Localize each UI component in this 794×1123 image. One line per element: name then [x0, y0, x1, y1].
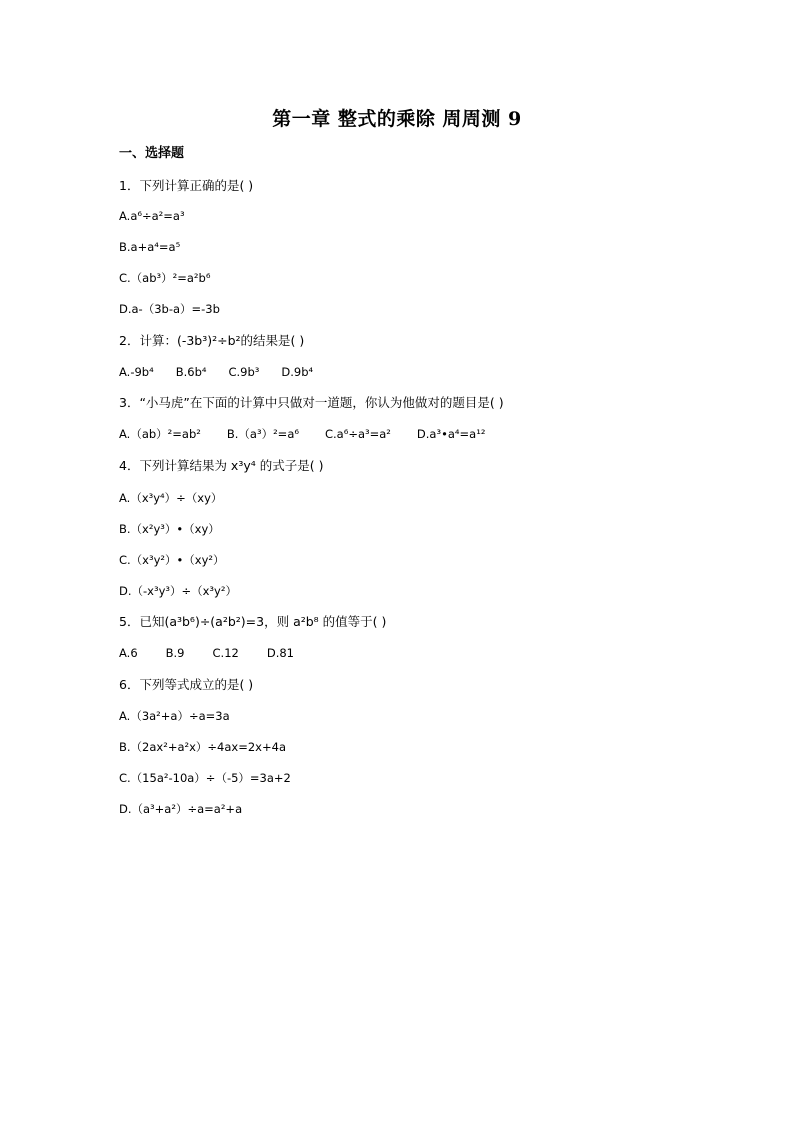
question-6-option-c: C.（15a²-10a）÷（-5）=3a+2 [119, 771, 291, 785]
question-2-option-a: A.-9b⁴ [119, 365, 154, 379]
page-title: 第一章 整式的乘除 周周测 9 [272, 108, 522, 130]
question-5-option-a: A.6 [119, 646, 138, 660]
section-heading: 一、选择题 [119, 146, 185, 161]
question-2-stem: 2．计算：(-3b³)²÷b²的结果是( ) [119, 333, 305, 348]
question-3-option-a: A.（ab）²=ab² [119, 427, 201, 441]
question-3-option-d: D.a³•a⁴=a¹² [416, 427, 486, 441]
question-6-option-b: B.（2ax²+a²x）÷4ax=2x+4a [119, 740, 286, 754]
question-1-option-c: C.（ab³）²=a²b⁶ [119, 271, 211, 285]
question-3-options [119, 426, 485, 442]
question-2-option-b: B.6b⁴ [175, 365, 207, 379]
question-2-option-d: D.9b⁴ [281, 365, 314, 379]
question-5-stem: 5．已知(a³b⁶)÷(a²b²)=3，则 a²b⁸ 的值等于( ) [119, 614, 387, 629]
question-2-options [119, 364, 313, 380]
question-5-option-b: B.9 [165, 646, 185, 660]
question-5-options [119, 645, 294, 661]
question-1-option-d: D.a-（3b-a）=-3b [119, 302, 220, 316]
question-4-option-b: B.（x²y³）•（xy） [119, 522, 220, 536]
question-4-stem: 4．下列计算结果为 x³y⁴ 的式子是( ) [119, 458, 324, 473]
question-1-stem: 1．下列计算正确的是( ) [119, 178, 254, 193]
question-4-option-d: D.（-x³y³）÷（x³y²） [119, 584, 237, 598]
question-6-option-d: D.（a³+a²）÷a=a²+a [119, 802, 243, 816]
question-5-option-d: D.81 [266, 646, 294, 660]
question-6-option-a: A.（3a²+a）÷a=3a [119, 709, 230, 723]
question-2-option-c: C.9b³ [228, 365, 260, 379]
question-6-stem: 6．下列等式成立的是( ) [119, 677, 254, 692]
question-5-option-c: C.12 [212, 646, 239, 660]
question-4-option-c: C.（x³y²）•（xy²） [119, 553, 225, 567]
question-3-stem: 3．“小马虎”在下面的计算中只做对一道题，你认为他做对的题目是( ) [119, 395, 504, 410]
question-1-option-b: B.a+a⁴=a⁵ [119, 240, 181, 254]
question-4-option-a: A.（x³y⁴）÷（xy） [119, 491, 223, 505]
question-1-option-a: A.a⁶÷a²=a³ [119, 209, 185, 223]
question-3-option-b: B.（a³）²=a⁶ [226, 427, 299, 441]
question-3-option-c: C.a⁶÷a³=a² [324, 427, 391, 441]
